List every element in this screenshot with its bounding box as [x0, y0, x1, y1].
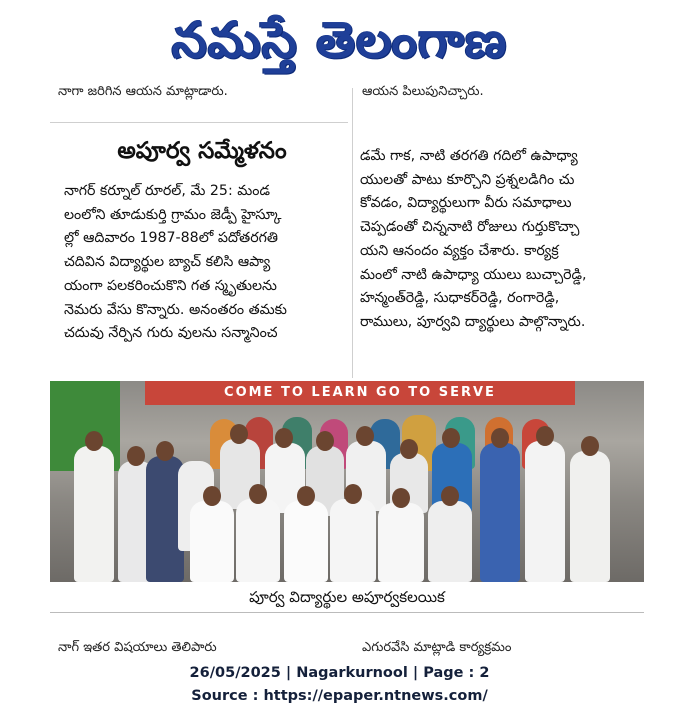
article-line: కోవడం, విద్యార్థులుగా వీరు సమాధాలు [360, 195, 572, 212]
article-line: చెప్పడంతో చిన్ననాటి రోజులు గుర్తుకొచ్చా [360, 219, 580, 236]
column-divider [352, 88, 353, 378]
article-line: రాములు, పూర్వవి ద్యార్థులు పాల్గొన్నారు. [360, 313, 586, 330]
article-column-left [64, 180, 348, 346]
article-line: డమే గాక, నాటి తరగతి గదిలో ఉపాధ్యా [360, 148, 578, 164]
footer-source-line: Source : https://epaper.ntnews.com/ [191, 688, 488, 704]
article-line: చదువు నేర్పిన గురు వులను సన్మానించ [64, 325, 278, 342]
headline-rule [50, 122, 348, 123]
article-line: యులతో పాటు కూర్చొని ప్రశ్నలడిగిం చు [360, 171, 575, 188]
article-line: యంగా పలకరించుకొని గత స్మృతులను [64, 277, 277, 294]
article-line: ల్లో ఆదివారం 1987-88లో పదోతరగతి [64, 230, 278, 247]
article-line: నాగర్ కర్నూల్ రూరల్, మే 25: మండ [64, 183, 270, 199]
cutoff-text-right: ఆయన పిలుపునిచ్చారు. [362, 84, 484, 99]
masthead [0, 0, 679, 80]
article-line: నెమరు వేసు కొన్నారు. అనంతరం తమకు [64, 301, 287, 318]
article-headline: అపూర్వ సమ్మేళనం [117, 138, 287, 164]
group-photo [50, 381, 644, 582]
article-line: హన్మంత్‌రెడ్డి, సుధాకర్‌రెడ్డి, రంగారెడ్డి, [360, 290, 560, 307]
photo-caption: పూర్వ విద్యార్థుల అపూర్వకలయిక [249, 588, 445, 606]
cutoff-text-left: నాగా జరిగిన ఆయన మాట్లాడారు. [58, 84, 228, 99]
photo-banner: COME TO LEARN GO TO SERVE [145, 381, 575, 405]
article-line: యని ఆనందం వ్యక్తం చేశారు. కార్యక్ర [360, 242, 559, 259]
article-line: లంలోని తూడుకుర్తి గ్రామం జెడ్పీ హైస్కూ [64, 206, 282, 223]
caption-rule [50, 612, 644, 613]
cutoff-text-bottom-right: ఎగురవేసి మాట్లాడి కార్యక్రమం [362, 640, 512, 655]
footer-date-line: 26/05/2025 | Nagarkurnool | Page : 2 [189, 665, 490, 681]
article-line: మంలో నాటి ఉపాధ్యా యులు బుచ్చారెడ్డి, [360, 266, 587, 283]
cutoff-text-bottom-left: నాగ్ ఇతర విషయాలు తెలిపారు [58, 640, 217, 655]
newspaper-logo: నమస్తే తెలంగాణ [171, 11, 508, 69]
article-line: చదివిన విద్యార్థుల బ్యాచ్ కలిసి ఆప్యా [64, 254, 271, 271]
article-column-right [360, 145, 646, 335]
